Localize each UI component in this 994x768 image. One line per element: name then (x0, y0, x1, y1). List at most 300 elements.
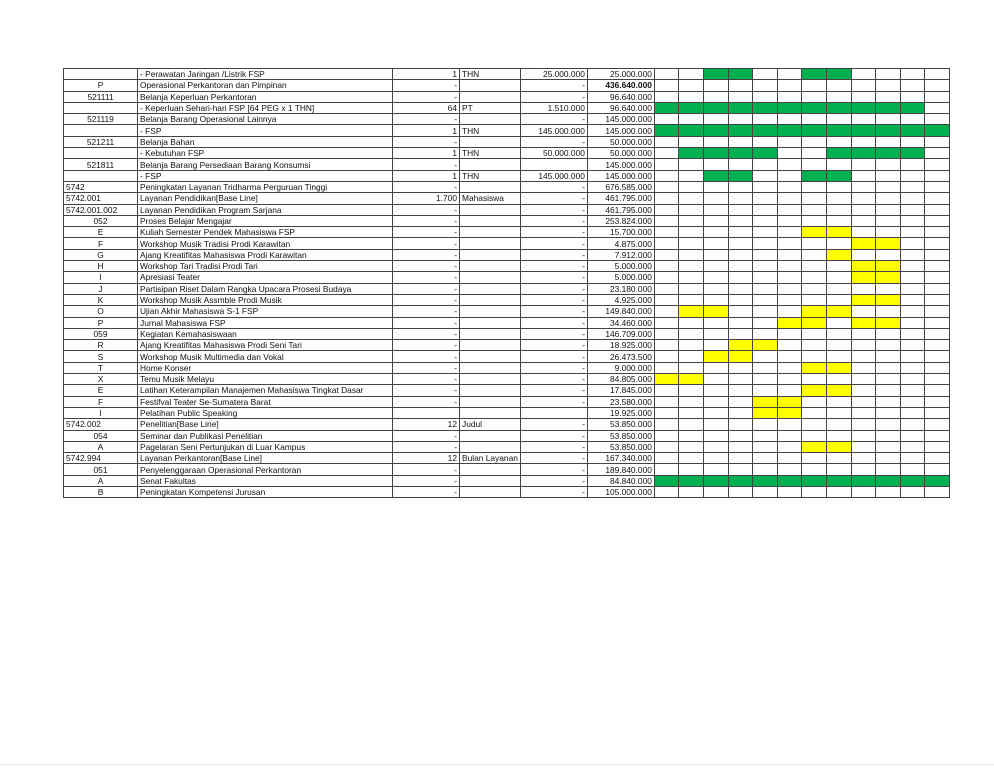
schedule-month-cell (777, 193, 802, 204)
schedule-month-cell (777, 136, 802, 147)
schedule-month-cell (654, 306, 679, 317)
unit-price-cell: 1.510.000 (520, 102, 587, 113)
schedule-month-cell (753, 261, 778, 272)
account-code-cell: H (64, 261, 138, 272)
schedule-month-cell (777, 272, 802, 283)
schedule-month-cell (900, 80, 925, 91)
schedule-month-cell (802, 80, 827, 91)
schedule-month-cell (679, 294, 704, 305)
unit-cell (460, 475, 521, 486)
schedule-month-cell (802, 204, 827, 215)
schedule-month-cell (925, 272, 950, 283)
unit-price-cell: - (520, 340, 587, 351)
unit-cell (460, 238, 521, 249)
account-code-cell: 054 (64, 430, 138, 441)
schedule-month-cell (802, 475, 827, 486)
schedule-month-cell (900, 91, 925, 102)
description-cell: Belanja Barang Persediaan Barang Konsumsi (138, 159, 393, 170)
schedule-month-cell (654, 69, 679, 80)
schedule-month-cell (777, 125, 802, 136)
description-cell: Senat Fakultas (138, 475, 393, 486)
schedule-month-cell (654, 170, 679, 181)
schedule-month-cell (654, 80, 679, 91)
schedule-month-cell (753, 385, 778, 396)
unit-price-cell: - (520, 181, 587, 192)
table-row (64, 215, 950, 226)
schedule-month-cell (654, 204, 679, 215)
schedule-month-cell (925, 294, 950, 305)
description-cell: - Keperluan Sehari-hari FSP [64 PEG x 1 THN] (138, 102, 393, 113)
unit-price-cell: - (520, 91, 587, 102)
schedule-month-cell (654, 430, 679, 441)
schedule-month-cell (777, 215, 802, 226)
schedule-month-cell (900, 441, 925, 452)
schedule-month-cell (876, 148, 901, 159)
schedule-month-cell (654, 362, 679, 373)
schedule-month-cell (876, 441, 901, 452)
schedule-month-cell (876, 317, 901, 328)
schedule-month-cell (753, 407, 778, 418)
volume-cell: 1 (393, 170, 460, 181)
schedule-month-cell (728, 181, 753, 192)
schedule-month-cell (900, 181, 925, 192)
schedule-month-cell (827, 374, 852, 385)
volume-cell: - (393, 136, 460, 147)
schedule-month-cell (900, 136, 925, 147)
volume-cell: - (393, 80, 460, 91)
total-cell: 7.912.000 (587, 249, 654, 260)
schedule-month-cell (851, 351, 876, 362)
schedule-month-cell (704, 148, 729, 159)
schedule-month-cell (728, 91, 753, 102)
table-body (64, 69, 950, 498)
schedule-month-cell (753, 136, 778, 147)
schedule-month-cell (777, 249, 802, 260)
schedule-month-cell (876, 181, 901, 192)
schedule-month-cell (851, 181, 876, 192)
description-cell: Operasional Perkantoran dan Pimpinan (138, 80, 393, 91)
schedule-month-cell (728, 261, 753, 272)
schedule-month-cell (777, 464, 802, 475)
schedule-month-cell (900, 385, 925, 396)
table-row (64, 294, 950, 305)
schedule-month-cell (802, 396, 827, 407)
schedule-month-cell (900, 362, 925, 373)
account-code-cell: P (64, 317, 138, 328)
account-code-cell: J (64, 283, 138, 294)
schedule-month-cell (654, 441, 679, 452)
description-cell: Jurnal Mahasiswa FSP (138, 317, 393, 328)
schedule-month-cell (728, 430, 753, 441)
schedule-month-cell (802, 181, 827, 192)
budget-schedule-table (63, 68, 950, 498)
schedule-month-cell (925, 441, 950, 452)
schedule-month-cell (753, 272, 778, 283)
description-cell: Partisipan Riset Dalam Rangka Upacara Prosesi Budaya (138, 283, 393, 294)
volume-cell: 12 (393, 453, 460, 464)
unit-price-cell: - (520, 238, 587, 249)
schedule-month-cell (851, 340, 876, 351)
description-cell: Workshop Tari Tradisi Prodi Tari (138, 261, 393, 272)
volume-cell: - (393, 283, 460, 294)
total-cell: 5.000.000 (587, 261, 654, 272)
page-edge (0, 764, 994, 765)
unit-cell (460, 227, 521, 238)
schedule-month-cell (654, 340, 679, 351)
table-row (64, 475, 950, 486)
schedule-month-cell (876, 328, 901, 339)
schedule-month-cell (851, 227, 876, 238)
account-code-cell: A (64, 441, 138, 452)
schedule-month-cell (704, 204, 729, 215)
schedule-month-cell (876, 261, 901, 272)
schedule-month-cell (679, 419, 704, 430)
schedule-month-cell (876, 204, 901, 215)
schedule-month-cell (679, 249, 704, 260)
table-row (64, 136, 950, 147)
description-cell: Ajang Kreatifitas Mahasiswa Prodi Seni Tari (138, 340, 393, 351)
schedule-month-cell (704, 181, 729, 192)
unit-price-cell: - (520, 464, 587, 475)
schedule-month-cell (728, 249, 753, 260)
schedule-month-cell (753, 340, 778, 351)
schedule-month-cell (679, 475, 704, 486)
schedule-month-cell (704, 453, 729, 464)
schedule-month-cell (753, 193, 778, 204)
table-row (64, 396, 950, 407)
schedule-month-cell (925, 283, 950, 294)
schedule-month-cell (654, 407, 679, 418)
schedule-month-cell (679, 136, 704, 147)
schedule-month-cell (900, 351, 925, 362)
unit-cell (460, 80, 521, 91)
volume-cell: - (393, 328, 460, 339)
schedule-month-cell (728, 272, 753, 283)
schedule-month-cell (876, 340, 901, 351)
unit-cell (460, 385, 521, 396)
unit-price-cell: - (520, 396, 587, 407)
schedule-month-cell (654, 91, 679, 102)
schedule-month-cell (827, 464, 852, 475)
description-cell: Peningkatan Kompetensi Jurusan (138, 486, 393, 497)
schedule-month-cell (704, 238, 729, 249)
schedule-month-cell (654, 317, 679, 328)
schedule-month-cell (654, 193, 679, 204)
schedule-month-cell (679, 453, 704, 464)
unit-cell: Judul (460, 419, 521, 430)
schedule-month-cell (827, 204, 852, 215)
schedule-month-cell (900, 475, 925, 486)
total-cell: 461.795.000 (587, 193, 654, 204)
schedule-month-cell (704, 193, 729, 204)
schedule-month-cell (925, 396, 950, 407)
unit-cell (460, 374, 521, 385)
schedule-month-cell (679, 148, 704, 159)
schedule-month-cell (876, 362, 901, 373)
schedule-month-cell (925, 317, 950, 328)
schedule-month-cell (777, 69, 802, 80)
schedule-month-cell (777, 453, 802, 464)
schedule-month-cell (777, 204, 802, 215)
schedule-month-cell (777, 475, 802, 486)
volume-cell: - (393, 306, 460, 317)
schedule-month-cell (900, 464, 925, 475)
schedule-month-cell (777, 419, 802, 430)
unit-cell (460, 317, 521, 328)
schedule-month-cell (851, 306, 876, 317)
account-code-cell: A (64, 475, 138, 486)
schedule-month-cell (654, 396, 679, 407)
description-cell: Workshop Musik Assmble Prodi Musik (138, 294, 393, 305)
schedule-month-cell (925, 374, 950, 385)
schedule-month-cell (851, 486, 876, 497)
schedule-month-cell (851, 238, 876, 249)
schedule-month-cell (876, 486, 901, 497)
schedule-month-cell (753, 283, 778, 294)
schedule-month-cell (654, 419, 679, 430)
schedule-month-cell (876, 215, 901, 226)
schedule-month-cell (704, 294, 729, 305)
schedule-month-cell (876, 238, 901, 249)
unit-price-cell: - (520, 351, 587, 362)
schedule-month-cell (827, 396, 852, 407)
schedule-month-cell (876, 306, 901, 317)
schedule-month-cell (925, 306, 950, 317)
description-cell: Layanan Pendidikan[Base Line] (138, 193, 393, 204)
schedule-month-cell (777, 306, 802, 317)
total-cell: 145.000.000 (587, 125, 654, 136)
schedule-month-cell (704, 272, 729, 283)
schedule-month-cell (654, 181, 679, 192)
total-cell: 53.850.000 (587, 430, 654, 441)
schedule-month-cell (925, 125, 950, 136)
account-code-cell: 5742.994 (64, 453, 138, 464)
schedule-month-cell (925, 102, 950, 113)
schedule-month-cell (900, 114, 925, 125)
schedule-month-cell (827, 351, 852, 362)
schedule-month-cell (802, 283, 827, 294)
table-row (64, 80, 950, 91)
schedule-month-cell (679, 317, 704, 328)
schedule-month-cell (827, 317, 852, 328)
total-cell: 4.925.000 (587, 294, 654, 305)
schedule-month-cell (802, 215, 827, 226)
schedule-month-cell (900, 486, 925, 497)
unit-cell: Mahasiswa (460, 193, 521, 204)
schedule-month-cell (728, 328, 753, 339)
schedule-month-cell (900, 125, 925, 136)
volume-cell: - (393, 215, 460, 226)
description-cell: Festifval Teater Se-Sumatera Barat (138, 396, 393, 407)
schedule-month-cell (827, 385, 852, 396)
schedule-month-cell (704, 283, 729, 294)
unit-cell: THN (460, 148, 521, 159)
schedule-month-cell (851, 69, 876, 80)
schedule-month-cell (704, 125, 729, 136)
description-cell: Kuliah Semester Pendek Mahasiswa FSP (138, 227, 393, 238)
schedule-month-cell (728, 170, 753, 181)
schedule-month-cell (827, 80, 852, 91)
schedule-month-cell (876, 69, 901, 80)
schedule-month-cell (827, 272, 852, 283)
schedule-month-cell (900, 193, 925, 204)
schedule-month-cell (654, 272, 679, 283)
schedule-month-cell (728, 227, 753, 238)
schedule-month-cell (827, 441, 852, 452)
schedule-month-cell (925, 249, 950, 260)
schedule-month-cell (679, 181, 704, 192)
total-cell: 5.000.000 (587, 272, 654, 283)
schedule-month-cell (827, 261, 852, 272)
total-cell: 19.925.000 (587, 407, 654, 418)
description-cell: Layanan Pendidikan Program Sarjana (138, 204, 393, 215)
volume-cell (393, 407, 460, 418)
schedule-month-cell (925, 340, 950, 351)
description-cell: Proses Belajar Mengajar (138, 215, 393, 226)
schedule-month-cell (827, 430, 852, 441)
description-cell: Workshop Musik Tradisi Prodi Karawitan (138, 238, 393, 249)
unit-price-cell: - (520, 328, 587, 339)
total-cell: 84.840.000 (587, 475, 654, 486)
unit-price-cell: - (520, 215, 587, 226)
schedule-month-cell (753, 227, 778, 238)
schedule-month-cell (679, 441, 704, 452)
schedule-month-cell (753, 317, 778, 328)
table-row (64, 170, 950, 181)
schedule-month-cell (876, 91, 901, 102)
schedule-month-cell (679, 407, 704, 418)
schedule-month-cell (925, 159, 950, 170)
schedule-month-cell (753, 204, 778, 215)
schedule-month-cell (802, 261, 827, 272)
schedule-month-cell (851, 385, 876, 396)
schedule-month-cell (704, 249, 729, 260)
schedule-month-cell (827, 69, 852, 80)
unit-price-cell: 145.000.000 (520, 170, 587, 181)
schedule-month-cell (851, 125, 876, 136)
total-cell: 461.795.000 (587, 204, 654, 215)
unit-cell: THN (460, 125, 521, 136)
schedule-month-cell (827, 125, 852, 136)
unit-price-cell: - (520, 193, 587, 204)
total-cell: 105.000.000 (587, 486, 654, 497)
account-code-cell: P (64, 80, 138, 91)
schedule-month-cell (679, 114, 704, 125)
schedule-month-cell (876, 114, 901, 125)
account-code-cell: 059 (64, 328, 138, 339)
schedule-month-cell (802, 362, 827, 373)
schedule-month-cell (654, 136, 679, 147)
account-code-cell: T (64, 362, 138, 373)
schedule-month-cell (851, 374, 876, 385)
schedule-month-cell (802, 272, 827, 283)
schedule-month-cell (851, 170, 876, 181)
schedule-month-cell (753, 249, 778, 260)
schedule-month-cell (827, 102, 852, 113)
schedule-month-cell (728, 204, 753, 215)
total-cell: 96.640.000 (587, 102, 654, 113)
schedule-month-cell (777, 102, 802, 113)
volume-cell: - (393, 374, 460, 385)
schedule-month-cell (679, 385, 704, 396)
schedule-month-cell (753, 486, 778, 497)
schedule-month-cell (679, 486, 704, 497)
schedule-month-cell (827, 407, 852, 418)
schedule-month-cell (900, 69, 925, 80)
schedule-month-cell (654, 328, 679, 339)
schedule-month-cell (704, 114, 729, 125)
total-cell: 34.460.000 (587, 317, 654, 328)
account-code-cell: B (64, 486, 138, 497)
account-code-cell: F (64, 238, 138, 249)
account-code-cell: 521211 (64, 136, 138, 147)
schedule-month-cell (777, 261, 802, 272)
schedule-month-cell (900, 159, 925, 170)
schedule-month-cell (679, 261, 704, 272)
table-row (64, 317, 950, 328)
unit-price-cell: - (520, 441, 587, 452)
schedule-month-cell (900, 102, 925, 113)
schedule-month-cell (802, 486, 827, 497)
schedule-month-cell (679, 430, 704, 441)
schedule-month-cell (851, 396, 876, 407)
schedule-month-cell (900, 261, 925, 272)
schedule-month-cell (704, 69, 729, 80)
schedule-month-cell (777, 170, 802, 181)
schedule-month-cell (827, 227, 852, 238)
description-cell: Seminar dan Publikasi Penelitian (138, 430, 393, 441)
schedule-month-cell (827, 486, 852, 497)
description-cell: - FSP (138, 125, 393, 136)
volume-cell: - (393, 181, 460, 192)
schedule-month-cell (679, 238, 704, 249)
schedule-month-cell (704, 362, 729, 373)
unit-price-cell: - (520, 419, 587, 430)
unit-price-cell: - (520, 294, 587, 305)
schedule-month-cell (876, 272, 901, 283)
schedule-month-cell (900, 328, 925, 339)
schedule-month-cell (827, 340, 852, 351)
schedule-month-cell (679, 283, 704, 294)
description-cell: Peningkatan Layanan Tridharma Perguruan Tinggi (138, 181, 393, 192)
schedule-month-cell (900, 419, 925, 430)
total-cell: 145.000.000 (587, 170, 654, 181)
table-row (64, 114, 950, 125)
schedule-month-cell (802, 407, 827, 418)
schedule-month-cell (704, 340, 729, 351)
schedule-month-cell (753, 306, 778, 317)
schedule-month-cell (802, 385, 827, 396)
schedule-month-cell (827, 215, 852, 226)
schedule-month-cell (851, 464, 876, 475)
schedule-month-cell (827, 328, 852, 339)
schedule-month-cell (900, 407, 925, 418)
schedule-month-cell (654, 374, 679, 385)
schedule-month-cell (777, 238, 802, 249)
description-cell: Ajang Kreatifitas Mahasiswa Prodi Karawitan (138, 249, 393, 260)
schedule-month-cell (802, 193, 827, 204)
schedule-month-cell (827, 475, 852, 486)
unit-price-cell: - (520, 227, 587, 238)
volume-cell: - (393, 486, 460, 497)
table-row (64, 261, 950, 272)
schedule-month-cell (925, 136, 950, 147)
schedule-month-cell (777, 91, 802, 102)
schedule-month-cell (679, 396, 704, 407)
table-row (64, 306, 950, 317)
schedule-month-cell (900, 170, 925, 181)
unit-price-cell: - (520, 317, 587, 328)
